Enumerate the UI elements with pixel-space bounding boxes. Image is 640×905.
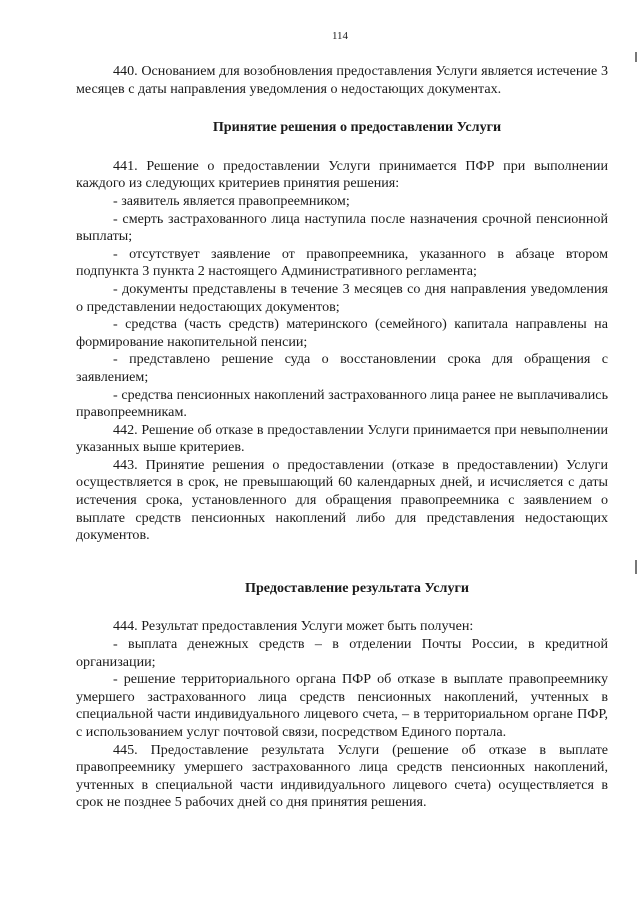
- paragraph-443: 443. Принятие решения о предоставлении (отказе в предоставлении) Услуги осуществляется в срок, не превышающий 60 календарных дней, и исчисляется с даты истечения срока, установленного для обращения правопреемника с заявлением о выплате средств пенсионных накоплений либо для представления недостающих документов.: [76, 456, 608, 544]
- criteria-item: - отсутствует заявление от правопреемника, указанного в абзаце втором подпункта 3 пункта 2 настоящего Административного регламента;: [76, 245, 608, 280]
- scan-edge-mark: [635, 52, 637, 62]
- criteria-item: - средства (часть средств) материнского (семейного) капитала направлены на формирование накопительной пенсии;: [76, 316, 608, 350]
- page-number: 114: [331, 30, 349, 42]
- paragraph-442: 442. Решение об отказе в предоставлении Услуги принимается при невыполнении указанных выше критериев.: [76, 421, 608, 456]
- paragraph-445: 445. Предоставление результата Услуги (решение об отказе в выплате правопреемнику умершего застрахованного лица средств пенсионных накоплений, учтенных в специальной части индивидуального лицевого счета) осуществляется в срок не позднее 5 рабочих дней со дня принятия решения.: [76, 741, 608, 811]
- paragraph-441: 441. Решение о предоставлении Услуги принимается ПФР при выполнении каждого из следующих критериев принятия решения:: [76, 157, 608, 192]
- criteria-item: - средства пенсионных накоплений застрахованного лица ранее не выплачивались правопреемникам.: [76, 386, 608, 421]
- scan-edge-mark: [635, 560, 637, 574]
- result-item: - решение территориального органа ПФР об отказе в выплате правопреемнику умершего застрахованного лица средств пенсионных накоплений, учтенных в специальной части индивидуального лицевого счета, – в территориальном органе ПФР, с использованием услуг почтовой связи, посредством Единого портала.: [76, 671, 608, 740]
- result-item: - выплата денежных средств – в отделении Почты России, в кредитной организации;: [76, 636, 608, 670]
- paragraph-444: 444. Результат предоставления Услуги может быть получен:: [113, 618, 474, 635]
- section-heading-decision: Принятие решения о предоставлении Услуги: [212, 119, 502, 136]
- criteria-item: - документы представлены в течение 3 месяцев со дня направления уведомления о представлении недостающих документов;: [76, 280, 608, 315]
- paragraph-440: 440. Основанием для возобновления предоставления Услуги является истечение 3 месяцев с даты направления уведомления о недостающих документах.: [76, 63, 608, 97]
- section-heading-result: Предоставление результата Услуги: [244, 579, 470, 596]
- criteria-item: - представлено решение суда о восстановлении срока для обращения с заявлением;: [76, 351, 608, 385]
- criteria-item: - смерть застрахованного лица наступила после назначения срочной пенсионной выплаты;: [76, 210, 608, 245]
- document-body: [76, 63, 608, 812]
- criteria-item: - заявитель является правопреемником;: [113, 192, 350, 209]
